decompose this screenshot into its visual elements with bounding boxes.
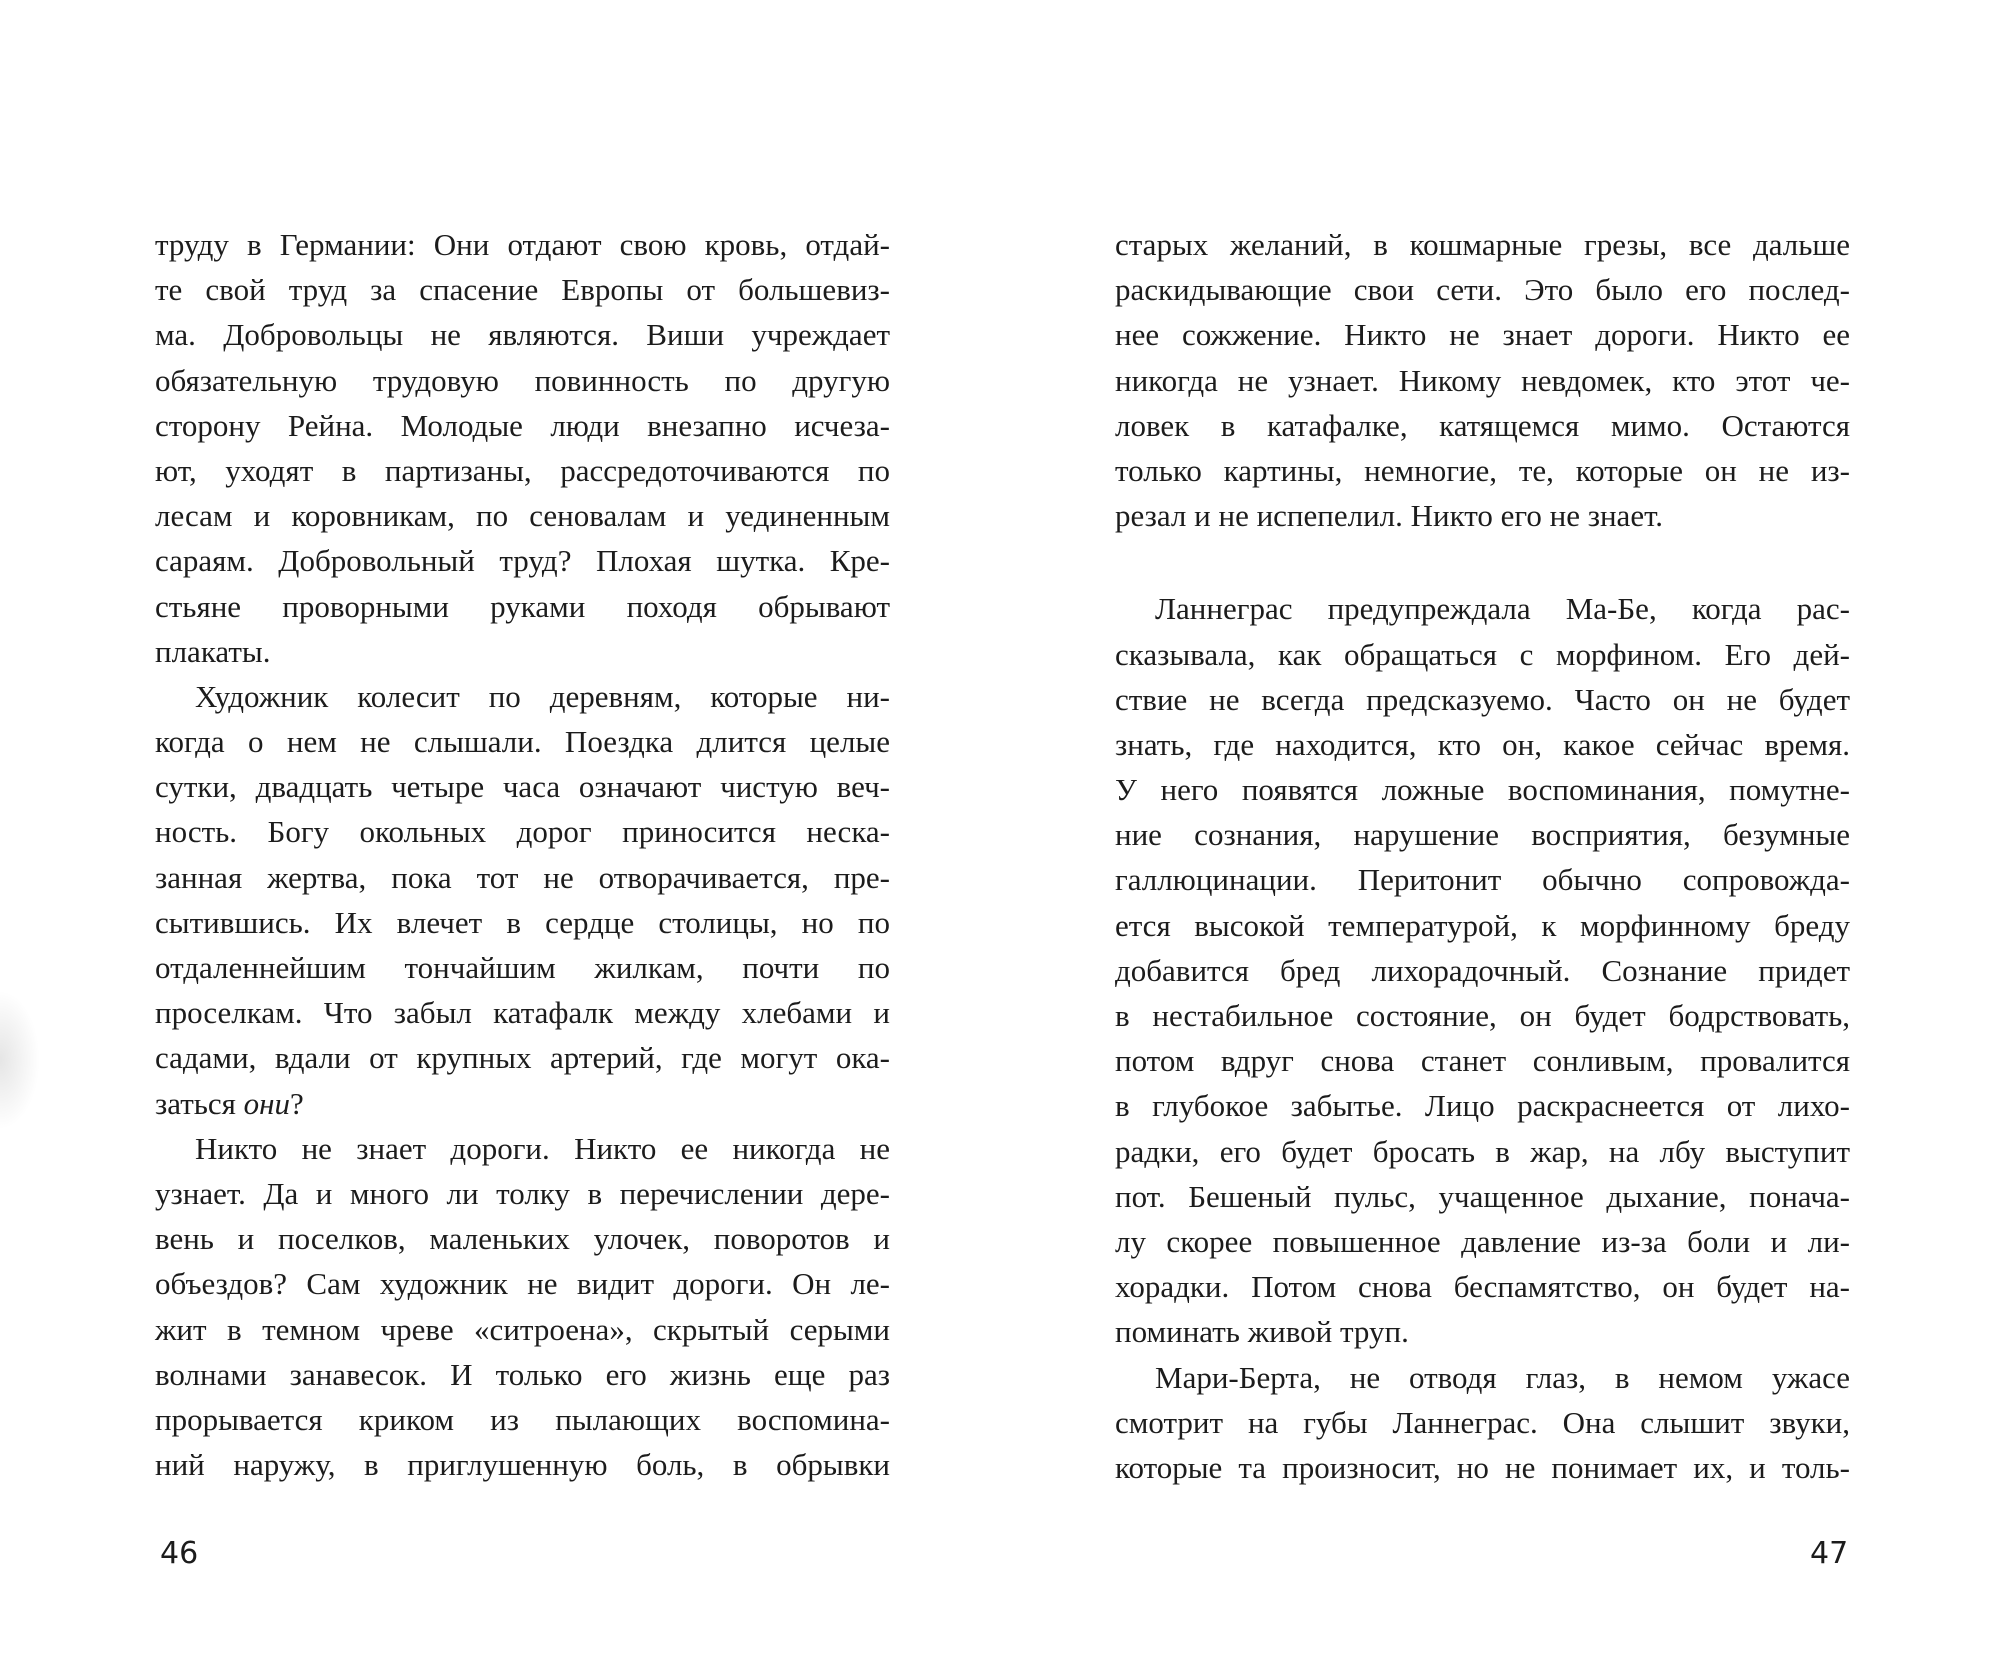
text-line: труду в Германии: Они отдают свою кровь, отдай-	[155, 227, 890, 262]
paragraph-start-line: Мари-Берта, не отводя глаз, в немом ужасе	[1155, 1359, 1850, 1395]
text-line: занная жертва, пока тот не отворачивается, пре-	[155, 859, 890, 895]
text-line: добавится бред лихорадочный. Сознание придет	[1115, 952, 1850, 988]
section-break	[1115, 538, 1850, 586]
text-line: отдаленнейшим тончайшим жилкам, почти по	[155, 950, 890, 985]
text-line: садами, вдали от крупных артерий, где могут ока-	[155, 1040, 890, 1076]
text-line: ность. Богу окольных дорог приносится неска-	[155, 814, 890, 850]
text-run: ?	[290, 1085, 304, 1121]
text-line: резал и не испепелил. Никто его не знает.	[1115, 498, 1664, 534]
text-line: смотрит на губы Ланнеграс. Она слышит звуки,	[1115, 1404, 1850, 1440]
text-line: радки, его будет бросать в жар, на лбу выступит	[1115, 1133, 1850, 1169]
left-page	[155, 222, 890, 1487]
text-line: лесам и коровникам, по сеновалам и уединенным	[155, 498, 890, 534]
text-line: ловек в катафалке, катящемся мимо. Остаются	[1115, 407, 1850, 443]
text-line: никогда не узнает. Никому невдомек, кто этот че-	[1115, 362, 1850, 398]
text-line: потом вдруг снова станет сонливым, провалится	[1115, 1043, 1850, 1079]
text-line: ма. Добровольцы не являются. Виши учреждает	[155, 317, 890, 353]
text-line: узнает. Да и много ли толку в перечислении дере-	[155, 1175, 890, 1211]
text-line: У него появятся ложные воспоминания, помутне-	[1115, 772, 1850, 808]
text-line: только картины, немногие, те, которые он не из-	[1115, 452, 1850, 488]
paragraph-start-line: Никто не знает дороги. Никто ее никогда не	[195, 1130, 890, 1166]
text-line: вень и поселков, маленьких улочек, поворотов и	[155, 1221, 890, 1257]
text-line: которые та произносит, но не понимает их, и толь-	[1115, 1449, 1850, 1485]
text-line: в глубокое забытье. Лицо раскраснеется от лихо-	[1115, 1088, 1850, 1124]
text-line: поминать живой труп.	[1115, 1314, 1409, 1350]
text-line: прорывается криком из пылающих воспомина-	[155, 1401, 890, 1437]
text-line: сытившись. Их влечет в сердце столицы, но по	[155, 904, 890, 940]
text-line: сутки, двадцать четыре часа означают чистую веч-	[155, 769, 890, 805]
text-line: те свой труд за спасение Европы от большевиз-	[155, 272, 890, 308]
text-line: ние сознания, нарушение восприятия, безумные	[1115, 817, 1850, 853]
text-line: пот. Бешеный пульс, учащенное дыхание, понача-	[1115, 1178, 1850, 1214]
text-line: ствие не всегда предсказуемо. Часто он не будет	[1115, 681, 1850, 717]
text-line: ний наружу, в приглушенную боль, в обрывки	[155, 1447, 890, 1483]
text-line: стьяне проворными руками походя обрывают	[155, 588, 890, 624]
text-line: сторону Рейна. Молодые люди внезапно исчеза-	[155, 407, 890, 443]
text-line: когда о нем не слышали. Поездка длится целые	[155, 724, 890, 760]
text-line: объездов? Сам художник не видит дороги. Он ле-	[155, 1266, 890, 1302]
text-line: волнами занавесок. И только его жизнь еще раз	[155, 1356, 890, 1392]
text-line: раскидывающие свои сети. Это было его послед-	[1115, 272, 1850, 308]
text-line: проселкам. Что забыл катафалк между хлебами и	[155, 995, 890, 1031]
text-line: сараям. Добровольный труд? Плохая шутка. Кре-	[155, 543, 890, 579]
page-edge-shadow	[0, 990, 40, 1130]
page-number-right: 47	[1810, 1536, 1849, 1571]
text-line	[155, 1081, 890, 1126]
text-line: знать, где находится, кто он, какое сейчас время.	[1115, 726, 1850, 762]
paragraph-start-line: Ланнеграс предупреждала Ма-Бе, когда рас-	[1155, 591, 1850, 627]
right-page	[1115, 222, 1850, 1490]
text-line: плакаты.	[155, 633, 271, 669]
text-line: галлюцинации. Перитонит обычно сопровожда-	[1115, 862, 1850, 898]
text-run: заться	[155, 1085, 244, 1121]
text-line: лу скорее повышенное давление из-за боли и ли-	[1115, 1223, 1850, 1259]
page-number-left: 46	[160, 1536, 199, 1571]
text-line: ется высокой температурой, к морфинному бреду	[1115, 907, 1850, 943]
text-line: старых желаний, в кошмарные грезы, все дальше	[1115, 227, 1850, 262]
text-line: жит в темном чреве «ситроена», скрытый серыми	[155, 1311, 890, 1347]
text-line: ют, уходят в партизаны, рассредоточиваются по	[155, 452, 890, 488]
text-line: обязательную трудовую повинность по другую	[155, 362, 890, 398]
italic-word: они	[243, 1085, 291, 1121]
text-line: нее сожжение. Никто не знает дороги. Никто ее	[1115, 317, 1850, 353]
text-line: в нестабильное состояние, он будет бодрствовать,	[1115, 998, 1850, 1033]
paragraph-start-line: Художник колесит по деревням, которые ни-	[195, 678, 890, 714]
text-line: хорадки. Потом снова беспамятство, он будет на-	[1115, 1269, 1850, 1305]
text-line: сказывала, как обращаться с морфином. Его дей-	[1115, 636, 1850, 672]
